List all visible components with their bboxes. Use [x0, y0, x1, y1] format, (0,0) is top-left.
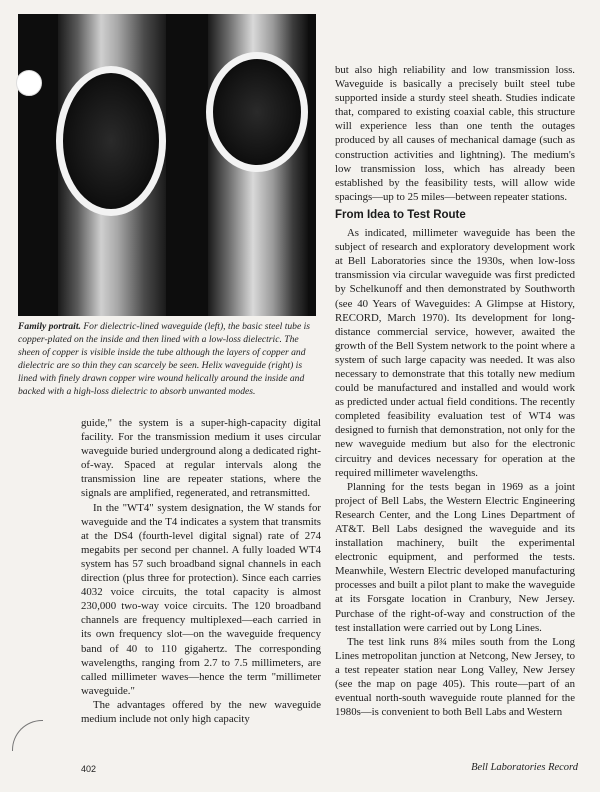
caption-lead: Family portrait. [18, 321, 81, 332]
page-corner-mark [12, 720, 43, 751]
right-column [335, 63, 575, 719]
figure-caption [18, 320, 318, 398]
binder-hole [16, 70, 42, 96]
dielectric-lined-waveguide-image [58, 14, 166, 316]
helix-waveguide-image [208, 14, 308, 316]
left-column [81, 416, 321, 726]
section-heading: From Idea to Test Route [335, 208, 466, 221]
waveguide-photo [18, 14, 316, 316]
tube-opening [206, 52, 308, 172]
paragraph: guide," the system is a super-high-capacity digital facility. For the transmission medium it uses circular waveguide buried underground along a dedicated right-of-way. Spaced at regular intervals along the transmission line are repeater stations, where the signals are amplified, regenerated, and retransmitted. [81, 417, 321, 500]
page-number: 402 [81, 764, 97, 774]
paragraph: In the "WT4" system designation, the W stands for waveguide and the T4 indicates a system that transmits at the DS4 (fourth-level digital signal) rate of 274 megabits per second per channel. A fully loaded WT4 system has 57 such broadband signal channels in each direction (plus three for protection). Since each carries 4032 voice circuits, the total capacity is almost 230,000 two-way voice circuits. The 120 broadband channels are frequency multiplexed—each carried in its own frequency slot—on the waveguide frequency band of 40 to 110 gigahertz. The corresponding wavelengths, ranging from 2.7 to 7.5 millimeters, are called millimeter waves—hence the term "millimeter waveguide." [81, 501, 321, 697]
journal-title: Bell Laboratories Record [471, 762, 578, 773]
tube-opening [56, 66, 166, 216]
paragraph: The test link runs 8¾ miles south from the Long Lines metropolitan junction at Netcong, New Jersey, to a test repeater station near Long Valley, New Jersey (see the map on page 405). This route—part of an eventual north-south waveguide route planned for the 1980s—is convenient to both Bell Labs and Western [335, 635, 575, 719]
paragraph: As indicated, millimeter waveguide has been the subject of research and exploratory development work at Bell Laboratories since the 1930s, when low-loss transmission via circular waveguide was first predicted by Schelkunoff and then demonstrated by Southworth (see 40 Years of Waveguides: A Glimpse at History, RECORD, March 1970). Its development for long-distance commercial service, however, awaited the growth of the Bell System network to the point where a system of such large capacity was needed. It was also necessary to demonstrate that this totally new medium could be manufactured and installed and would work as predicted under actual field conditions. The recently completed feasibility evaluation test of WT4 was designed to furnish that demonstration, not only for the new waveguide medium but also for the electronic circuitry and devices necessary for operation at the required millimeter wavelengths. [335, 227, 575, 479]
paragraph: The advantages offered by the new waveguide medium include not only high capacity [81, 698, 321, 725]
caption-text: For dielectric-lined waveguide (left), the basic steel tube is copper-plated on the inside and then lined with a low-loss dielectric. The sheen of copper is visible inside the tube although the layers of copper and dielectric are so thin they can scarcely be seen. Helix waveguide (right) is lined with finely drawn copper wire wound helically around the inside and backed with a high-loss dielectric to absorb unwanted modes. [18, 321, 311, 397]
paragraph: but also high reliability and low transmission loss. Waveguide is basically a precisely built steel tube supported inside a sturdy steel sheath. Studies indicate that, compared to existing coaxial cable, this structure will experience less than one tenth the outages produced by all causes of mechanical damage (such as construction activities and lightning). The medium's low transmission loss, which has already been established by the feasibility tests, will allow wide spacings—up to 25 miles—between repeater stations. [335, 64, 575, 203]
paragraph: Planning for the tests began in 1969 as a joint project of Bell Labs, the Western Electric Engineering Research Center, and the Long Lines Department of AT&T. Bell Labs designed the waveguide and its installation machinery, built the experimental electronic equipment, and performed the tests. Meanwhile, Western Electric developed manufacturing processes and built a pilot plant to make the waveguide at its Forsgate location in Cranbury, New Jersey. Purchase of the right-of-way and construction of the test installation were carried out by Long Lines. [335, 480, 575, 634]
